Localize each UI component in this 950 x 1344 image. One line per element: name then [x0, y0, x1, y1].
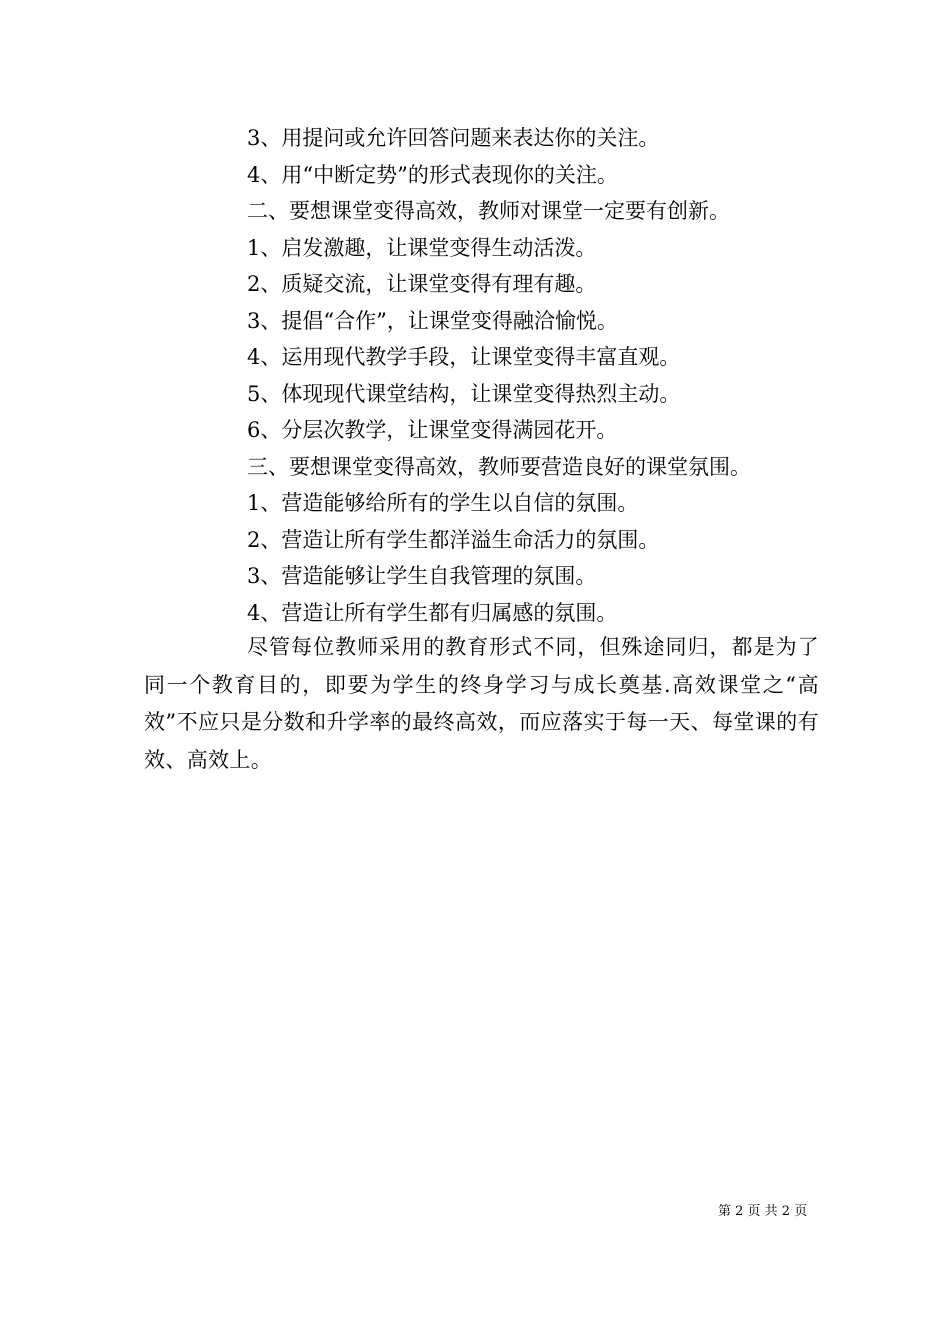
list-item: 2、质疑交流，让课堂变得有理有趣。	[247, 272, 597, 296]
list-item: 1、营造能够给所有的学生以自信的氛围。	[247, 491, 639, 515]
list-item: 4、用“中断定势”的形式表现你的关注。	[247, 162, 618, 187]
list-item: 3、营造能够让学生自我管理的氛围。	[247, 564, 597, 588]
list-item: 3、提倡“合作”，让课堂变得融洽愉悦。	[247, 308, 618, 333]
list-item: 3、用提问或允许回答问题来表达你的关注。	[247, 126, 660, 150]
section-heading: 二、要想课堂变得高效，教师对课堂一定要有创新。	[247, 199, 730, 223]
page-number-footer: 第 2 页 共 2 页	[718, 1204, 808, 1219]
list-item: 4、营造让所有学生都有归属感的氛围。	[247, 600, 618, 625]
list-item: 4、运用现代教学手段，让课堂变得丰富直观。	[247, 345, 681, 369]
list-item: 6、分层次教学，让课堂变得满园花开。	[247, 418, 618, 442]
list-item: 1、启发激趣，让课堂变得生动活泼。	[247, 235, 597, 260]
section-heading: 三、要想课堂变得高效，教师要营造良好的课堂氛围。	[247, 454, 751, 479]
document-body	[144, 120, 819, 779]
list-item: 5、体现现代课堂结构，让课堂变得热烈主动。	[247, 381, 681, 406]
list-item: 2、营造让所有学生都洋溢生命活力的氛围。	[247, 527, 660, 552]
closing-paragraph: 尽管每位教师采用的教育形式不同，但殊途同归，都是为了同一个教育目的，即要为学生的终身学习与成长奠基.高效课堂之“高效”不应只是分数和升学率的最终高效，而应落实于每一天、每堂课的有效、高效上。	[144, 635, 819, 772]
